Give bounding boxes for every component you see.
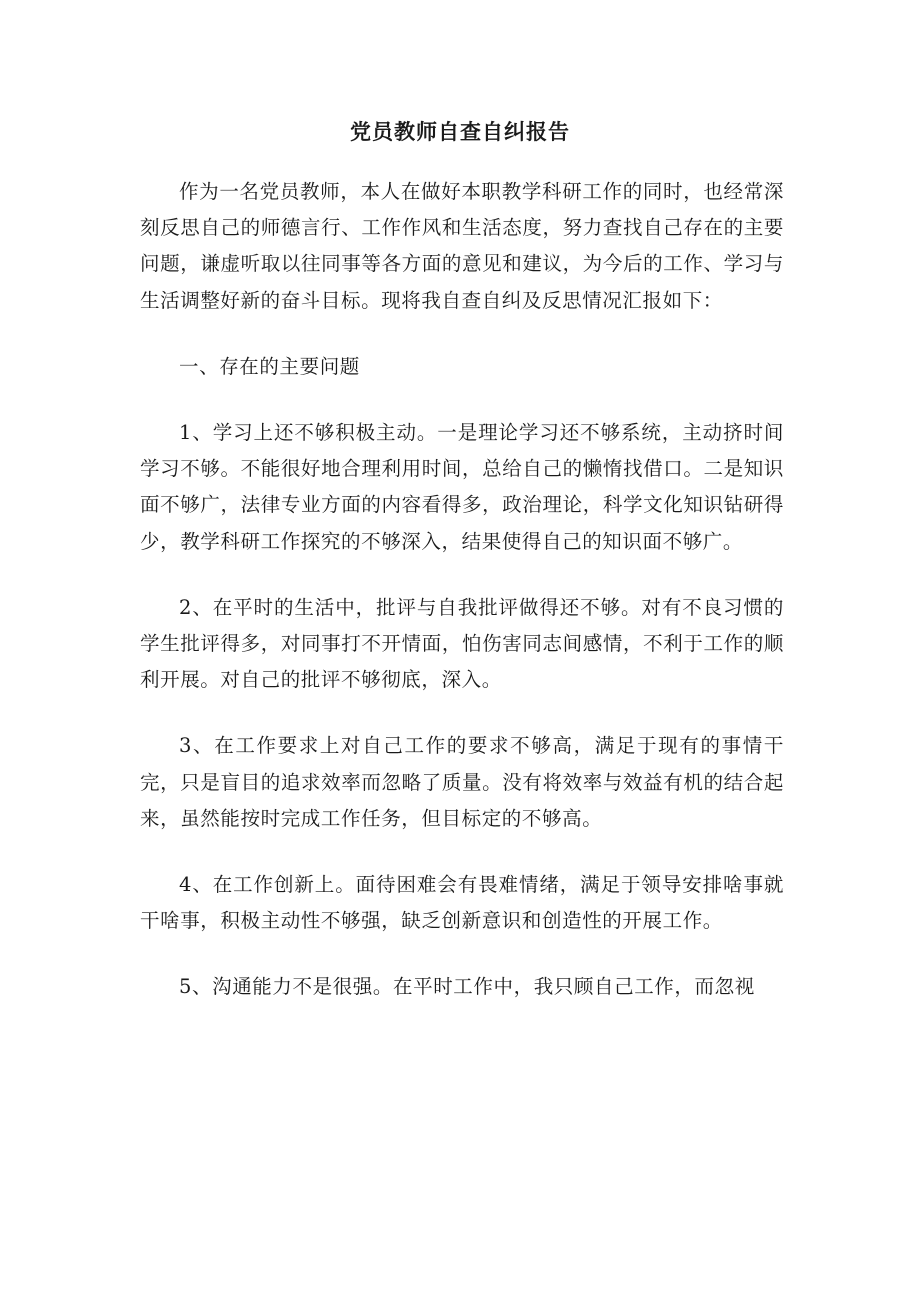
item-paragraph-2: 2、在平时的生活中，批评与自我批评做得还不够。对有不良习惯的学生批评得多，对同事打不开情面，怕伤害同志间感情，不利于工作的顺利开展。对自己的批评不够彻底，深入。 [140, 595, 784, 692]
spacer [140, 319, 784, 349]
item-paragraph-3: 3、在工作要求上对自己工作的要求不够高，满足于现有的事情干完，只是盲目的追求效率而忽略了质量。没有将效率与效益有机的结合起来，虽然能按时完成工作任务，但目标定的不够高。 [140, 734, 784, 830]
item-paragraph-1: 1、学习上还不够积极主动。一是理论学习还不够系统，主动挤时间学习不够。不能很好地合理利用时间，总给自己的懒惰找借口。二是知识面不够广，法律专业方面的内容看得多，政治理论，科学文化知识钻研得少，教学科研工作探究的不够深入，结果使得自己的知识面不够广。 [140, 421, 784, 553]
intro-paragraph: 作为一名党员教师，本人在做好本职教学科研工作的同时，也经常深刻反思自己的师德言行、工作作风和生活态度，努力查找自己存在的主要问题，谦虚听取以往同事等各方面的意见和建议，为今后的工作、学习与生活调整好新的奋斗目标。现将我自查自纠及反思情况汇报如下： [140, 180, 784, 312]
document-title: 党员教师自查自纠报告 [350, 120, 570, 144]
item-paragraph-4: 4、在工作创新上。面待困难会有畏难情绪，满足于领导安排啥事就干啥事，积极主动性不够强，缺乏创新意识和创造性的开展工作。 [140, 873, 784, 933]
spacer [140, 560, 784, 590]
spacer [140, 698, 784, 728]
document-body [140, 174, 784, 1006]
item-paragraph-5: 5、沟通能力不是很强。在平时工作中，我只顾自己工作，而忽视 [179, 975, 755, 999]
spacer [140, 837, 784, 867]
section-heading: 一、存在的主要问题 [179, 354, 360, 378]
spacer [140, 939, 784, 969]
spacer [140, 385, 784, 415]
